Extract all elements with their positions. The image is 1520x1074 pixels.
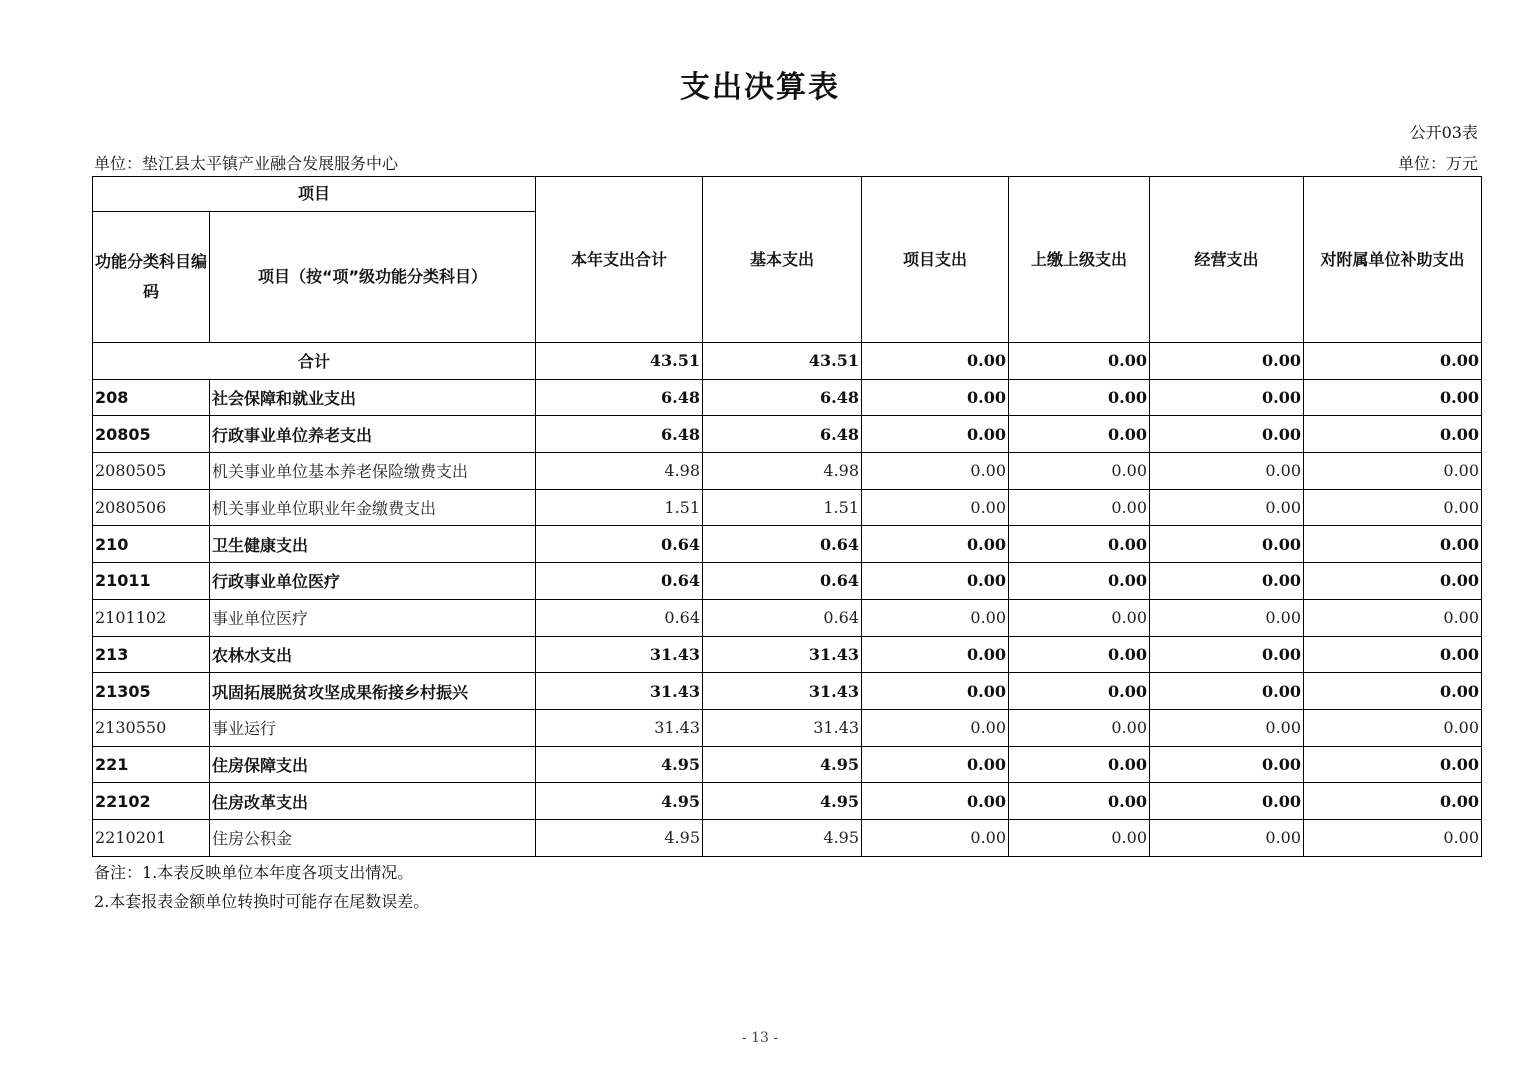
row-value: 0.00 (1009, 526, 1150, 563)
row-name: 住房改革支出 (210, 783, 536, 820)
table-row (93, 783, 1482, 820)
row-name: 巩固拓展脱贫攻坚成果衔接乡村振兴 (210, 673, 536, 710)
row-value: 31.43 (703, 636, 862, 673)
row-value: 0.00 (862, 453, 1009, 490)
row-value: 0.00 (1304, 673, 1482, 710)
row-code: 213 (93, 636, 210, 673)
row-code: 2101102 (93, 599, 210, 636)
note-2: 2.本套报表金额单位转换时可能存在尾数误差。 (94, 892, 430, 911)
row-value: 0.00 (862, 673, 1009, 710)
row-value: 0.00 (1009, 416, 1150, 453)
table-row (93, 599, 1482, 636)
row-code: 221 (93, 746, 210, 783)
row-name: 住房保障支出 (210, 746, 536, 783)
row-value: 0.00 (1150, 489, 1304, 526)
row-value: 4.95 (703, 746, 862, 783)
row-name: 机关事业单位职业年金缴费支出 (210, 489, 536, 526)
row-value: 0.64 (536, 563, 703, 600)
row-value: 1.51 (536, 489, 703, 526)
table-row (93, 563, 1482, 600)
table-row (93, 489, 1482, 526)
table-row (93, 379, 1482, 416)
row-value: 0.00 (1304, 453, 1482, 490)
row-code: 2130550 (93, 709, 210, 746)
row-value: 0.00 (1150, 599, 1304, 636)
unit-currency: 单位：万元 (1397, 154, 1478, 173)
header-name: 项目（按“项”级功能分类科目） (210, 212, 536, 343)
header-project: 项目 (93, 177, 536, 212)
header-subsidy: 对附属单位补助支出 (1304, 177, 1482, 343)
row-value: 0.00 (1009, 709, 1150, 746)
row-value: 0.00 (1009, 819, 1150, 856)
header-business: 经营支出 (1150, 177, 1304, 343)
row-code: 22102 (93, 783, 210, 820)
header-total: 本年支出合计 (536, 177, 703, 343)
row-value: 0.00 (1150, 453, 1304, 490)
table-row (93, 416, 1482, 453)
row-value: 0.64 (703, 526, 862, 563)
row-value: 0.00 (862, 746, 1009, 783)
total-value: 0.00 (862, 343, 1009, 380)
row-value: 0.00 (1009, 489, 1150, 526)
row-value: 4.98 (536, 453, 703, 490)
row-value: 0.00 (862, 489, 1009, 526)
row-value: 0.00 (1009, 673, 1150, 710)
row-value: 0.00 (1150, 673, 1304, 710)
row-value: 0.00 (1304, 416, 1482, 453)
row-value: 0.00 (1150, 709, 1304, 746)
form-number: 公开03表 (1409, 123, 1478, 142)
row-value: 0.00 (1009, 599, 1150, 636)
row-code: 210 (93, 526, 210, 563)
row-value: 0.00 (1304, 709, 1482, 746)
row-code: 2210201 (93, 819, 210, 856)
row-value: 4.95 (536, 746, 703, 783)
row-code: 2080506 (93, 489, 210, 526)
row-value: 0.00 (1304, 489, 1482, 526)
row-value: 0.00 (1150, 416, 1304, 453)
row-value: 0.00 (1150, 819, 1304, 856)
row-code: 20805 (93, 416, 210, 453)
header-code: 功能分类科目编码 (93, 212, 210, 343)
row-value: 0.64 (536, 599, 703, 636)
row-code: 208 (93, 379, 210, 416)
row-value: 4.95 (536, 783, 703, 820)
row-value: 0.00 (1150, 746, 1304, 783)
table-row (93, 673, 1482, 710)
row-value: 4.95 (703, 783, 862, 820)
row-value: 0.00 (1150, 379, 1304, 416)
row-value: 0.00 (862, 599, 1009, 636)
row-value: 31.43 (703, 709, 862, 746)
header-upper: 上缴上级支出 (1009, 177, 1150, 343)
table-row (93, 819, 1482, 856)
header-basic: 基本支出 (703, 177, 862, 343)
row-value: 0.00 (862, 563, 1009, 600)
row-value: 0.00 (862, 636, 1009, 673)
row-name: 行政事业单位医疗 (210, 563, 536, 600)
row-code: 21011 (93, 563, 210, 600)
row-value: 0.00 (862, 783, 1009, 820)
row-value: 0.64 (703, 599, 862, 636)
row-value: 6.48 (536, 379, 703, 416)
row-value: 1.51 (703, 489, 862, 526)
row-value: 6.48 (703, 416, 862, 453)
row-value: 0.00 (1304, 563, 1482, 600)
row-value: 0.00 (1009, 453, 1150, 490)
total-row (93, 343, 1482, 380)
row-name: 行政事业单位养老支出 (210, 416, 536, 453)
row-value: 0.00 (1304, 746, 1482, 783)
table-row (93, 526, 1482, 563)
row-value: 0.00 (1009, 379, 1150, 416)
row-value: 0.64 (703, 563, 862, 600)
row-value: 31.43 (536, 673, 703, 710)
total-value: 43.51 (536, 343, 703, 380)
row-name: 社会保障和就业支出 (210, 379, 536, 416)
row-name: 事业运行 (210, 709, 536, 746)
row-code: 21305 (93, 673, 210, 710)
table-row (93, 636, 1482, 673)
row-value: 4.95 (703, 819, 862, 856)
row-value: 6.48 (703, 379, 862, 416)
row-value: 0.00 (1304, 636, 1482, 673)
total-value: 0.00 (1009, 343, 1150, 380)
header-project-expense: 项目支出 (862, 177, 1009, 343)
row-value: 0.00 (1150, 783, 1304, 820)
row-value: 0.00 (1150, 526, 1304, 563)
row-value: 4.98 (703, 453, 862, 490)
row-value: 0.00 (1009, 636, 1150, 673)
row-name: 农林水支出 (210, 636, 536, 673)
row-value: 0.00 (1009, 563, 1150, 600)
page-number: - 13 - (741, 1030, 779, 1046)
row-value: 0.00 (1304, 819, 1482, 856)
page-title: 支出决算表 (680, 70, 840, 105)
row-value: 0.00 (862, 709, 1009, 746)
row-name: 机关事业单位基本养老保险缴费支出 (210, 453, 536, 490)
total-value: 43.51 (703, 343, 862, 380)
unit-organization: 单位：垫江县太平镇产业融合发展服务中心 (94, 154, 399, 173)
total-label: 合计 (93, 343, 536, 380)
row-value: 0.64 (536, 526, 703, 563)
row-value: 0.00 (862, 416, 1009, 453)
row-value: 0.00 (1304, 526, 1482, 563)
expenditure-table (92, 176, 1482, 857)
table-row (93, 709, 1482, 746)
row-code: 2080505 (93, 453, 210, 490)
row-value: 31.43 (536, 636, 703, 673)
row-value: 0.00 (862, 526, 1009, 563)
row-value: 0.00 (862, 819, 1009, 856)
row-value: 31.43 (536, 709, 703, 746)
table-row (93, 746, 1482, 783)
row-value: 0.00 (1150, 563, 1304, 600)
row-name: 事业单位医疗 (210, 599, 536, 636)
total-value: 0.00 (1150, 343, 1304, 380)
row-value: 4.95 (536, 819, 703, 856)
row-value: 0.00 (862, 379, 1009, 416)
row-name: 卫生健康支出 (210, 526, 536, 563)
row-value: 0.00 (1009, 783, 1150, 820)
total-value: 0.00 (1304, 343, 1482, 380)
note-1: 备注：1.本表反映单位本年度各项支出情况。 (94, 863, 414, 882)
row-value: 0.00 (1150, 636, 1304, 673)
row-value: 31.43 (703, 673, 862, 710)
row-value: 0.00 (1304, 783, 1482, 820)
row-value: 0.00 (1009, 746, 1150, 783)
row-value: 0.00 (1304, 599, 1482, 636)
row-value: 6.48 (536, 416, 703, 453)
row-value: 0.00 (1304, 379, 1482, 416)
row-name: 住房公积金 (210, 819, 536, 856)
table-row (93, 453, 1482, 490)
